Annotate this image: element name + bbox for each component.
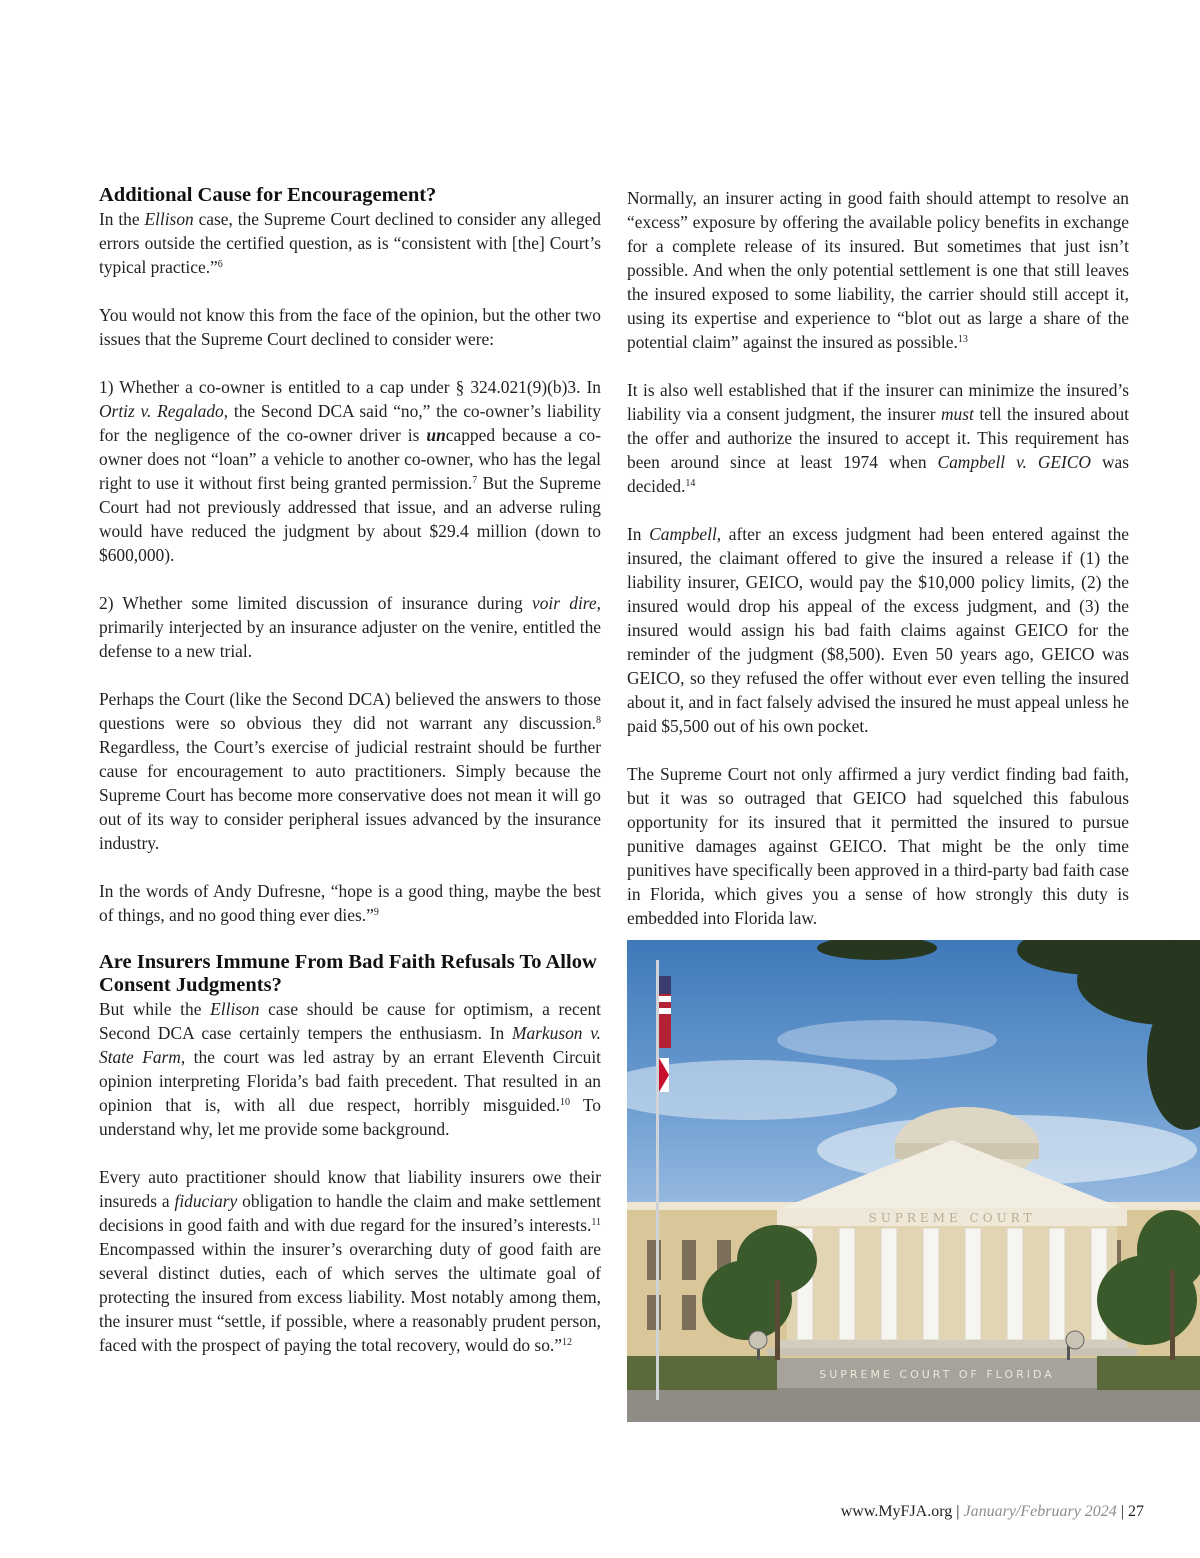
website-link[interactable]: www.MyFJA.org [840, 1503, 953, 1520]
section-heading-immune: Are Insurers Immune From Bad Faith Refusals To Allow Consent Judgments? [99, 951, 597, 996]
footnote-ref: 6 [217, 259, 223, 270]
footnote-ref: 8 [596, 715, 601, 726]
building-sign: SUPREME COURT OF FLORIDA [819, 1368, 1055, 1381]
paragraph: In the words of Andy Dufresne, “hope is a good thing, maybe the best of things, and no good thing ever dies.”$^9$ [99, 881, 601, 925]
issue-date: January/February 2024 [963, 1503, 1117, 1520]
footer-divider: | [1120, 1503, 1124, 1520]
page-footer [841, 1503, 1144, 1521]
paragraph: The Supreme Court not only affirmed a jury verdict finding bad faith, but it was so outraged that GEICO had squelched this fabulous opportunity for its insured that it permitted the insured to pursue punitive damages against GEICO. That might be the only time punitives have specifically been approved in a third-party bad faith case in Florida, which gives you a sense of how strongly this duty is embedded into Florida law. [627, 764, 1129, 928]
paragraph: 2) Whether some limited discussion of insurance during voir dire, primarily interjected by an insurance adjuster on the venire, entitled the defense to a new trial. [99, 593, 601, 661]
footnote-ref: 12 [561, 1337, 572, 1348]
paragraph: In Campbell, after an excess judgment had been entered against the insured, the claimant offered to give the insured a release if (1) the liability insurer, GEICO, would pay the $10,000 policy limits, (2) the insured would drop his appeal of the excess judgment, and (3) the insured would assign his bad faith claims against GEICO for the reminder of the judgment ($8,500). Even 50 years ago, GEICO was GEICO, so they refused the offer without ever even telling the insured about it, and in fact falsely advised the insured he must appeal unless he paid $5,500 out of his own pocket. [627, 524, 1129, 736]
section-heading-encouragement: Additional Cause for Encouragement? [99, 184, 437, 206]
pediment-inscription: SUPREME COURT [868, 1211, 1036, 1225]
footnote-ref: 9 [373, 907, 379, 918]
paragraph: In the Ellison case, the Supreme Court declined to consider any alleged errors outside the certified question, as is “consistent with [the] Court’s typical practice.”$^6$ [99, 209, 601, 277]
footnote-ref: 10 [559, 1097, 570, 1108]
footer-divider: | [956, 1503, 960, 1520]
florida-flag-icon [659, 1058, 669, 1092]
paragraph: It is also well established that if the insurer can minimize the insured’s liability via a consent judgment, the insurer must tell the insured about the offer and authorize the insured to accept it. This requirement has been around since at least 1974 when Campbell v. GEICO was decided.$^{14}$ [627, 380, 1129, 496]
footnote-ref: 7 [472, 475, 478, 486]
paragraph: You would not know this from the face of the opinion, but the other two issues that the Supreme Court declined to consider were: [99, 305, 601, 349]
footnote-ref: 11 [591, 1217, 601, 1228]
paragraph: Normally, an insurer acting in good faith should attempt to resolve an “excess” exposure by offering the available policy benefits in exchange for a complete release of its insured. But sometimes that just isn’t possible. And when the only potential settlement is one that still leaves the insured exposed to some liability, the carrier should still accept it, using its expertise and experience to “blot out as large a share of the potential claim” against the insured as possible.$^{13}$ [627, 188, 1129, 352]
supreme-court-illustration [627, 940, 1200, 1422]
us-flag-icon [659, 976, 671, 1048]
footnote-ref: 14 [685, 478, 696, 489]
paragraph: But while the Ellison case should be cause for optimism, a recent Second DCA case certainly tempers the enthusiasm. In Markuson v. State Farm, the court was led astray by an errant Eleventh Circuit opinion interpreting Florida’s bad faith precedent. That resulted in an opinion that is, with all due respect, horribly misguided.$^{10}$ To understand why, let me provide some background. [99, 999, 602, 1139]
page-number: 27 [1128, 1503, 1144, 1520]
paragraph: Perhaps the Court (like the Second DCA) believed the answers to those questions were so obvious they did not warrant any discussion.$^8$ Regardless, the Court’s exercise of judicial restraint should be further cause for encouragement to auto practitioners. Simply because the Supreme Court has become more conservative does not mean it will go out of its way to consider peripheral issues advanced by the insurance industry. [99, 689, 601, 853]
footnote-ref: 13 [957, 334, 968, 345]
paragraph: 1) Whether a co-owner is entitled to a cap under § 324.021(9)(b)3. In Ortiz v. Regalado, the Second DCA said “no,” the co-owner’s liability for the negligence of the co-owner driver is uncapped because a co-owner does not “loan” a vehicle to another co-owner, who has the legal right to use it without first being granted permission.$^7$ But the Supreme Court had not previously addressed that issue, and an adverse ruling would have reduced the judgment by about $29.4 million (down to $600,000). [99, 377, 601, 565]
left-column [99, 184, 601, 1381]
supreme-court-photo [627, 940, 1200, 1422]
right-column [627, 186, 1129, 954]
paragraph: Every auto practitioner should know that liability insurers owe their insureds a fiduciary obligation to handle the claim and make settlement decisions in good faith and with due regard for the insured’s interests.$^{11}$ Encompassed within the insurer’s overarching duty of good faith are several distinct duties, each of which serves the ultimate goal of protecting the insured from excess liability. Most notably among them, the insurer must “settle, if possible, where a reasonably prudent person, faced with the prospect of paying the total recovery, would do so.”$^{12}$ [99, 1167, 601, 1355]
